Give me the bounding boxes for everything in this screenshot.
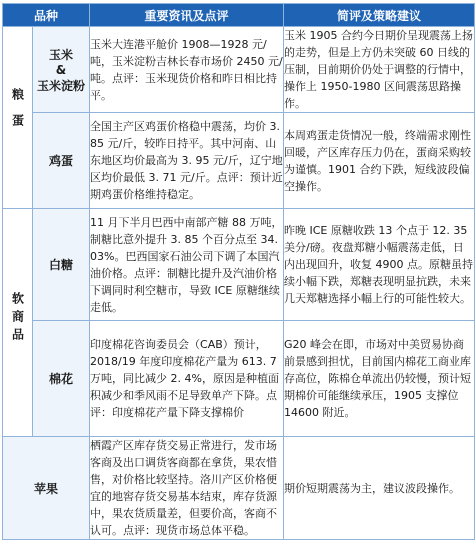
category-grain xyxy=(3,27,33,209)
variety-apple: 苹果 xyxy=(3,437,90,540)
variety-line: 玉米淀粉 xyxy=(37,78,86,93)
table-row xyxy=(3,437,475,540)
header-news: 重要资讯及点评 xyxy=(90,4,284,27)
news-cell: 全国主产区鸡蛋价格稳中震荡，均价 3. 85 元/斤，较昨日持平。其中河南、山东地区均价最高为 3. 95 元/斤，辽宁地区均价最低 3. 71 元/斤。点评：预计近期鸡蛋价格维持稳定。 xyxy=(90,113,284,209)
table-row xyxy=(3,27,475,113)
variety-corn xyxy=(33,27,90,113)
category-label: 粮蛋 xyxy=(10,88,25,140)
table-row xyxy=(3,321,475,437)
variety-line: 玉米 xyxy=(49,47,74,62)
variety-eggs: 鸡蛋 xyxy=(33,113,90,209)
header-advice: 简评及策略建议 xyxy=(284,4,475,27)
header-variety: 品种 xyxy=(3,4,90,27)
advice-cell: 本周鸡蛋走货情况一般，终端需求刚性回暖，产区库存压力仍在，蛋商采购较为谨慎。1901 合约下跌，短线波段偏空操作。 xyxy=(284,113,475,209)
table-row xyxy=(3,209,475,321)
variety-sugar: 白糖 xyxy=(33,209,90,321)
table-row xyxy=(3,113,475,209)
news-cell: 11 月下半月巴西中南部产糖 88 万吨，制糖比意外提升 3. 85 个百分点至 34. 03%。巴西国家石油公司下调了本国汽油价格。点评：制糖比提升及汽油价格下调同时利空糖市，导致 ICE 原糖继续走低。 xyxy=(90,209,284,321)
advice-cell: 昨晚 ICE 原糖收跌 13 个点于 12. 35 美分/磅。夜盘郑糖小幅震荡走低，日内出现回升，收复 4900 点。原糖虽持续小幅下跌，郑糖表现明显抗跌，未来几天郑糖选择小幅上行的可能性较大。 xyxy=(284,209,475,321)
news-cell: 栖霞产区库存货交易正常进行，发市场客商及出口调货客商都在拿货，果农惜售，对价格比较坚持。洛川产区价格便宜的地窖存货交易基本结束，库存货源中，果农货质量差，但要价高，客商不认可。点评：现货市场总体平稳。 xyxy=(90,437,284,540)
category-soft xyxy=(3,209,33,437)
news-cell: 玉米大连港平舱价 1908—1928 元/吨，玉米淀粉吉林长春市场价 2450 元/吨。点评：玉米现货价格和昨日相比持平。 xyxy=(90,27,284,113)
news-cell: 印度棉花咨询委员会（CAB）预计，2018/19 年度印度棉花产量为 613. 7 万吨，同比减少 2. 4%，原因是种植面积减少和季风雨不足导致单产下降。点评：印度棉花产量下降支撑棉价 xyxy=(90,321,284,437)
advice-cell: 玉米 1905 合约今日期价呈现震荡上扬的走势，但是上方仍未突破 60 日线的压制，目前期价仍处于调整的行情中，操作上 1950-1980 区间震荡思路操作。 xyxy=(284,27,475,113)
table-header-row xyxy=(3,4,475,27)
variety-cotton: 棉花 xyxy=(33,321,90,437)
advice-cell: 期价短期震荡为主，建议波段操作。 xyxy=(284,437,475,540)
variety-line: & xyxy=(55,62,67,77)
advice-cell: G20 峰会在即，市场对中美贸易协商前景感到担忧，目前国内棉花工商业库存高位，陈棉仓单流出仍较慢，预计短期棉价可能继续承压，1905 支撑位 14600 附近。 xyxy=(284,321,475,437)
commodity-table xyxy=(2,3,475,540)
category-label: 软商品 xyxy=(10,292,25,346)
